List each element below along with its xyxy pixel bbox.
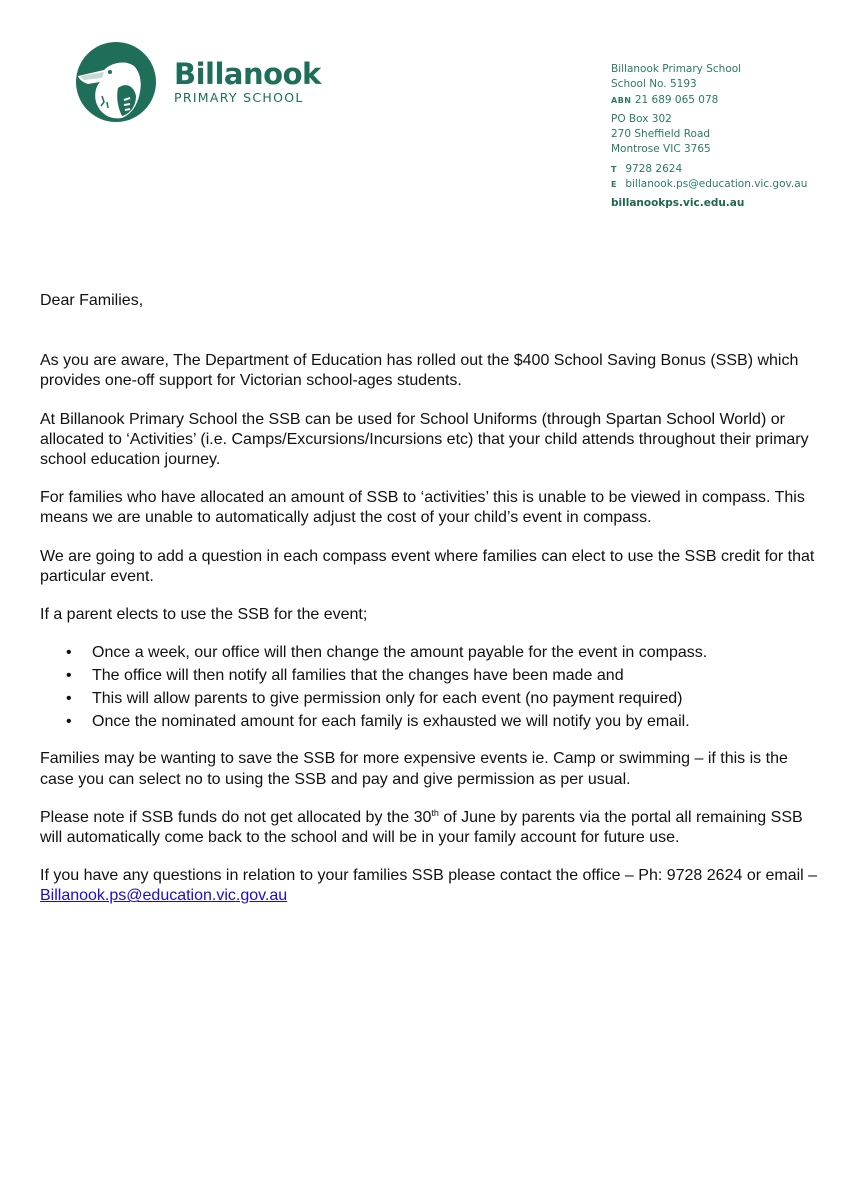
email-label: E bbox=[611, 180, 617, 190]
school-logo bbox=[74, 42, 321, 122]
list-item: • Once a week, our office will then change the amount payable for the event in compass. bbox=[66, 643, 820, 663]
email-value: billanook.ps@education.vic.gov.au bbox=[625, 178, 808, 191]
abn-value: 21 689 065 078 bbox=[634, 93, 719, 106]
abn-label: ABN bbox=[611, 95, 632, 105]
list-item: • Once the nominated amount for each family is exhausted we will notify you by email. bbox=[66, 712, 820, 732]
contact-phone bbox=[611, 162, 807, 177]
contact-po-box: PO Box 302 bbox=[611, 112, 672, 125]
paragraph-ssb-intro: As you are aware, The Department of Education has rolled out the $400 School Saving Bonus (SSB) which provides one-off support for Victorian school-ages students. bbox=[40, 352, 799, 390]
contact-email bbox=[611, 177, 807, 192]
contact-street: 270 Sheffield Road bbox=[611, 128, 711, 141]
contact-block bbox=[611, 62, 807, 212]
paragraph-contact: If you have any questions in relation to your families SSB please contact the office – Ph: 9728 2624 or email – Billanook.ps@education.vic.gov.au bbox=[40, 867, 818, 905]
paragraph-compass-limitation: For families who have allocated an amount of SSB to ‘activities’ this is unable to be viewed in compass. This means we are unable to automatically adjust the cost of your child’s event in compass. bbox=[40, 489, 805, 527]
contact-abn bbox=[611, 93, 807, 108]
letter-body bbox=[40, 291, 820, 907]
paragraph-save-ssb: Families may be wanting to save the SSB for more expensive events ie. Camp or swimming – if this is the case you can select no to using the SSB and pay and give permission as per usual. bbox=[40, 750, 788, 788]
school-name-logo: Billanook bbox=[174, 56, 321, 91]
contact-school-number: School No. 5193 bbox=[611, 78, 697, 91]
contact-website: billanookps.vic.edu.au bbox=[611, 197, 745, 210]
process-bullet-list bbox=[66, 643, 820, 732]
phone-label: T bbox=[611, 164, 617, 174]
paragraph-compass-question: We are going to add a question in each compass event where families can elect to use the SSB credit for that particular event. bbox=[40, 547, 815, 585]
salutation: Dear Families, bbox=[40, 292, 144, 309]
phone-value: 9728 2624 bbox=[625, 162, 683, 175]
email-link[interactable]: Billanook.ps@education.vic.gov.au bbox=[40, 887, 288, 905]
paragraph-deadline: Please note if SSB funds do not get allocated by the 30th of June by parents via the portal all remaining SSB will automatically come back to the school and will be in your family account for future use. bbox=[40, 807, 803, 847]
kookaburra-logo-icon bbox=[74, 42, 158, 122]
contact-school-name: Billanook Primary School bbox=[611, 63, 742, 75]
paragraph-ssb-usage: At Billanook Primary School the SSB can be used for School Uniforms (through Spartan School World) or allocated to ‘Activities’ (i.e. Camps/Excursions/Incursions etc) that your child attends throughout their primary school education journey. bbox=[40, 410, 809, 469]
list-item: • The office will then notify all families that the changes have been made and bbox=[66, 666, 820, 686]
contact-suburb: Montrose VIC 3765 bbox=[611, 143, 711, 156]
paragraph-parent-elects: If a parent elects to use the SSB for the event; bbox=[40, 606, 368, 624]
school-subtitle-logo: PRIMARY SCHOOL bbox=[174, 89, 304, 105]
list-item: • This will allow parents to give permission only for each event (no payment required) bbox=[66, 689, 820, 709]
